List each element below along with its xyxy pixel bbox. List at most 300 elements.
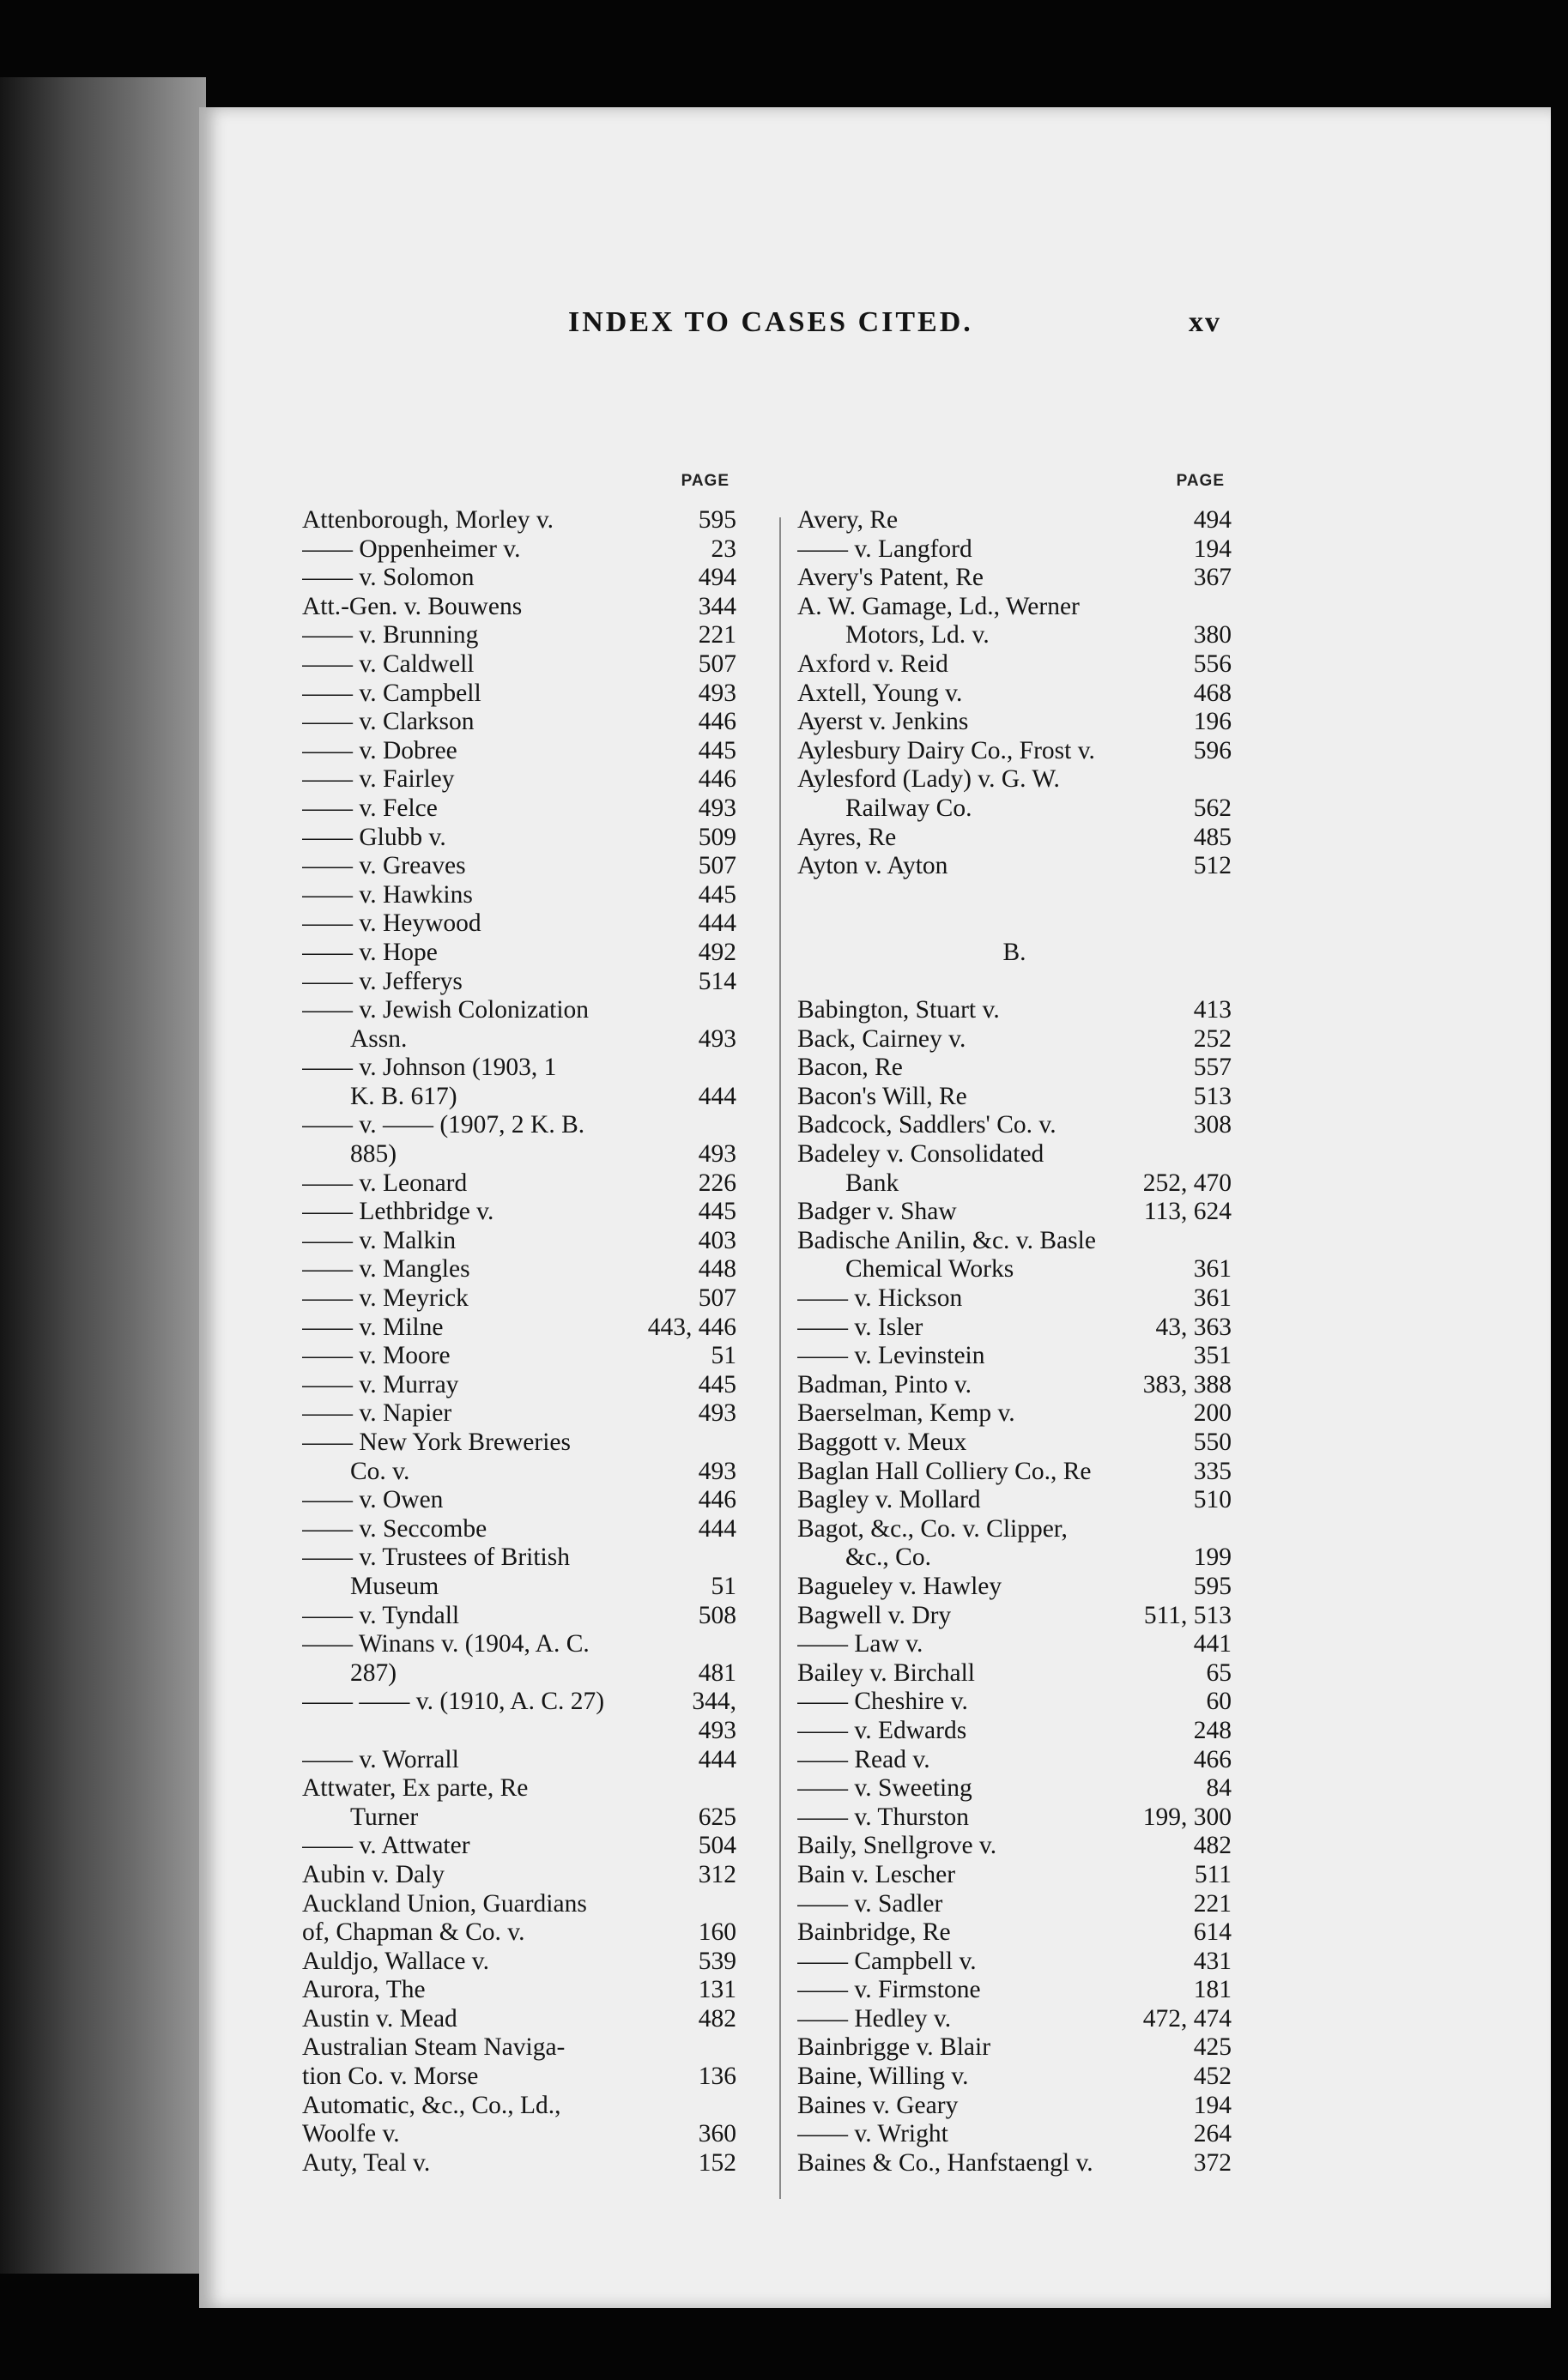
page-reference: 199 bbox=[1189, 1543, 1232, 1573]
page-reference: 335 bbox=[1189, 1458, 1232, 1487]
case-name: —— v. Heywood bbox=[302, 909, 481, 938]
index-entry bbox=[302, 1918, 736, 1948]
index-entry bbox=[797, 1832, 1232, 1861]
page-reference: 504 bbox=[693, 1832, 736, 1861]
case-name: Ayerst v. Jenkins bbox=[797, 708, 969, 736]
case-name: —— v. Fairley bbox=[302, 765, 455, 794]
case-name: Railway Co. bbox=[845, 794, 972, 822]
page-reference: 252 bbox=[1189, 1025, 1232, 1054]
page-reference: 468 bbox=[1189, 680, 1232, 709]
index-entry bbox=[797, 1054, 1232, 1083]
case-name: Baerselman, Kemp v. bbox=[797, 1399, 1015, 1428]
page-reference: 308 bbox=[1189, 1111, 1232, 1140]
case-name: Baily, Snellgrove v. bbox=[797, 1832, 997, 1860]
index-entry bbox=[302, 1025, 736, 1054]
index-entry bbox=[302, 1458, 736, 1487]
index-entry bbox=[797, 1342, 1232, 1371]
index-entry bbox=[302, 1602, 736, 1631]
page-reference: 43, 363 bbox=[1151, 1314, 1232, 1343]
case-name: Bainbrigge v. Blair bbox=[797, 2033, 991, 2062]
case-name: of, Chapman & Co. v. bbox=[302, 1918, 525, 1947]
index-entry bbox=[797, 1371, 1232, 1400]
page-reference: 493 bbox=[693, 1399, 736, 1429]
page-reference: 507 bbox=[693, 1284, 736, 1314]
page-reference: 513 bbox=[1189, 1083, 1232, 1112]
index-entry bbox=[797, 650, 1232, 680]
index-entry bbox=[302, 1255, 736, 1284]
index-entry bbox=[302, 2005, 736, 2034]
case-name: Turner bbox=[350, 1803, 419, 1831]
page-reference: 507 bbox=[693, 650, 736, 680]
case-name: Axford v. Reid bbox=[797, 649, 948, 678]
index-entry bbox=[797, 881, 1232, 910]
index-entry bbox=[302, 1976, 736, 2005]
index-entry bbox=[302, 996, 736, 1025]
index-entry bbox=[797, 1255, 1232, 1284]
index-entry bbox=[797, 1948, 1232, 1977]
index-entry bbox=[797, 621, 1232, 650]
case-name: —— v. Edwards bbox=[797, 1716, 967, 1744]
case-name: Bainbridge, Re bbox=[797, 1918, 951, 1947]
case-name: Bagot, &c., Co. v. Clipper, bbox=[797, 1514, 1068, 1543]
case-name: —— v. Brunning bbox=[302, 621, 479, 649]
page-reference: 221 bbox=[693, 621, 736, 650]
section-letter: B. bbox=[1002, 938, 1026, 966]
index-entry bbox=[797, 1198, 1232, 1227]
case-name: Chemical Works bbox=[845, 1255, 1014, 1284]
case-name: Badeley v. Consolidated bbox=[797, 1140, 1044, 1169]
case-name: —— v. Tyndall bbox=[302, 1601, 460, 1629]
page-reference: 344, bbox=[687, 1688, 736, 1717]
case-name: 885) bbox=[350, 1140, 397, 1169]
index-entry bbox=[302, 909, 736, 939]
case-name: Attwater, Ex parte, Re bbox=[302, 1774, 529, 1803]
case-name: —— Campbell v. bbox=[797, 1947, 977, 1975]
index-entry bbox=[302, 1861, 736, 1890]
page-reference: 65 bbox=[1202, 1659, 1232, 1688]
case-name: Australian Steam Naviga- bbox=[302, 2033, 566, 2062]
index-entry bbox=[797, 765, 1232, 794]
index-entry bbox=[302, 1832, 736, 1861]
book-page bbox=[199, 107, 1551, 2308]
case-name: —— v. Levinstein bbox=[797, 1342, 985, 1370]
page-reference: 194 bbox=[1189, 2092, 1232, 2121]
index-entry bbox=[797, 2092, 1232, 2121]
page-column-label: PAGE bbox=[681, 472, 730, 490]
page-column-label: PAGE bbox=[1176, 472, 1225, 490]
index-entry bbox=[797, 1688, 1232, 1717]
case-name: —— v. Leonard bbox=[302, 1169, 468, 1197]
case-name: Auty, Teal v. bbox=[302, 2148, 431, 2177]
page-header bbox=[199, 306, 1551, 358]
page-reference: 482 bbox=[1189, 1832, 1232, 1861]
case-name: —— v. Sadler bbox=[797, 1889, 943, 1918]
page-reference: 614 bbox=[1189, 1918, 1232, 1948]
case-name: 287) bbox=[350, 1658, 397, 1687]
index-entry bbox=[302, 1948, 736, 1977]
page-reference: 444 bbox=[693, 1746, 736, 1775]
page-reference: 196 bbox=[1189, 708, 1232, 737]
index-entry bbox=[797, 1429, 1232, 1458]
index-entry bbox=[302, 1486, 736, 1515]
index-entry bbox=[302, 881, 736, 910]
index-entry bbox=[302, 1890, 736, 1919]
page-reference: 181 bbox=[1189, 1976, 1232, 2005]
index-entry bbox=[302, 2120, 736, 2149]
case-name: —— v. Hope bbox=[302, 938, 438, 966]
case-name: Bagwell v. Dry bbox=[797, 1601, 952, 1629]
case-name: —— v. Jefferys bbox=[302, 967, 463, 995]
page-reference: 512 bbox=[1189, 852, 1232, 881]
case-name: —— v. Meyrick bbox=[302, 1284, 469, 1313]
index-entry bbox=[797, 1025, 1232, 1054]
index-entry bbox=[797, 1630, 1232, 1659]
page-reference: 446 bbox=[693, 765, 736, 794]
index-entry bbox=[302, 1543, 736, 1573]
page-number: xv bbox=[1189, 306, 1221, 338]
page-reference: 493 bbox=[693, 680, 736, 709]
index-entry bbox=[302, 1198, 736, 1227]
case-name: Badcock, Saddlers' Co. v. bbox=[797, 1111, 1056, 1139]
case-name: K. B. 617) bbox=[350, 1082, 457, 1110]
index-entry bbox=[797, 1918, 1232, 1948]
index-entry bbox=[797, 2063, 1232, 2092]
case-name: Avery, Re bbox=[797, 506, 899, 534]
page-reference: 511, 513 bbox=[1139, 1602, 1232, 1631]
case-name: Bacon, Re bbox=[797, 1054, 903, 1082]
case-name: Bank bbox=[845, 1169, 899, 1197]
page-reference: 444 bbox=[693, 1515, 736, 1544]
index-entry bbox=[797, 680, 1232, 709]
page-reference: 84 bbox=[1202, 1774, 1232, 1803]
case-name: —— Cheshire v. bbox=[797, 1688, 968, 1716]
page-reference: 595 bbox=[693, 506, 736, 535]
index-entry bbox=[302, 1429, 736, 1458]
scan-background-edge bbox=[0, 77, 206, 2274]
page-reference: 485 bbox=[1189, 824, 1232, 853]
index-column-left bbox=[302, 472, 736, 2178]
index-entry bbox=[302, 1803, 736, 1833]
index-entry bbox=[797, 1399, 1232, 1429]
index-entry bbox=[302, 852, 736, 881]
page-reference: 344 bbox=[693, 593, 736, 622]
case-name: Badman, Pinto v. bbox=[797, 1370, 972, 1398]
page-reference: 264 bbox=[1189, 2120, 1232, 2149]
page-reference: 452 bbox=[1189, 2063, 1232, 2092]
index-entry bbox=[302, 1140, 736, 1169]
index-entry bbox=[797, 1602, 1232, 1631]
index-entry bbox=[797, 737, 1232, 766]
page-reference: 351 bbox=[1189, 1342, 1232, 1371]
page-reference: 136 bbox=[693, 2063, 736, 2092]
page-reference: 131 bbox=[693, 1976, 736, 2005]
case-name: —— Lethbridge v. bbox=[302, 1198, 494, 1226]
index-entry bbox=[797, 1890, 1232, 1919]
index-entry bbox=[302, 1630, 736, 1659]
case-name: —— Oppenheimer v. bbox=[302, 535, 521, 563]
index-entry bbox=[302, 1774, 736, 1803]
index-entry bbox=[797, 1659, 1232, 1688]
index-entry bbox=[302, 1111, 736, 1140]
index-entry bbox=[302, 1515, 736, 1544]
index-entry bbox=[302, 1314, 736, 1343]
case-name: Baines v. Geary bbox=[797, 2091, 959, 2119]
page-reference: 595 bbox=[1189, 1573, 1232, 1602]
page-reference: 493 bbox=[693, 1140, 736, 1169]
case-name: A. W. Gamage, Ld., Werner bbox=[797, 592, 1080, 620]
index-entry bbox=[302, 737, 736, 766]
index-entry bbox=[797, 1169, 1232, 1199]
page-reference: 372 bbox=[1189, 2149, 1232, 2178]
page-reference: 60 bbox=[1202, 1688, 1232, 1717]
case-name: —— v. Clarkson bbox=[302, 708, 475, 736]
case-name: —— Hedley v. bbox=[797, 2004, 952, 2033]
index-entry bbox=[797, 794, 1232, 824]
index-entry bbox=[797, 1083, 1232, 1112]
case-name: —— v. Milne bbox=[302, 1313, 444, 1341]
case-name: —— v. Firmstone bbox=[797, 1976, 981, 2004]
index-column-right bbox=[797, 472, 1232, 2178]
page-reference: 493 bbox=[693, 1717, 736, 1746]
case-name: Bailey v. Birchall bbox=[797, 1658, 975, 1687]
index-entry bbox=[797, 996, 1232, 1025]
case-name: —— v. Caldwell bbox=[302, 649, 475, 678]
index-entry bbox=[797, 1515, 1232, 1544]
case-name: Baines & Co., Hanfstaengl v. bbox=[797, 2148, 1093, 2177]
page-reference: 152 bbox=[693, 2149, 736, 2178]
page-reference: 194 bbox=[1189, 535, 1232, 565]
case-name: Back, Cairney v. bbox=[797, 1024, 966, 1053]
case-name: —— Law v. bbox=[797, 1630, 923, 1658]
index-entry bbox=[797, 1976, 1232, 2005]
case-name: Bain v. Lescher bbox=[797, 1860, 956, 1888]
page-reference: 425 bbox=[1189, 2033, 1232, 2063]
running-title: INDEX TO CASES CITED. bbox=[568, 306, 973, 338]
page-reference: 383, 388 bbox=[1138, 1371, 1232, 1400]
case-name: Assn. bbox=[350, 1024, 408, 1053]
index-entry bbox=[797, 909, 1232, 939]
case-name: —— v. Dobree bbox=[302, 736, 457, 764]
index-entry bbox=[302, 621, 736, 650]
page-reference: 51 bbox=[706, 1573, 737, 1602]
index-entry bbox=[302, 593, 736, 622]
page-reference: 466 bbox=[1189, 1746, 1232, 1775]
case-name: Bacon's Will, Re bbox=[797, 1082, 967, 1110]
index-entry bbox=[797, 852, 1232, 881]
page-reference: 510 bbox=[1189, 1486, 1232, 1515]
case-name: Auldjo, Wallace v. bbox=[302, 1947, 489, 1975]
page-reference: 445 bbox=[693, 737, 736, 766]
case-name: Baine, Willing v. bbox=[797, 2063, 969, 2091]
case-name: —— v. Greaves bbox=[302, 852, 466, 880]
page-reference: 367 bbox=[1189, 564, 1232, 593]
page-reference: 482 bbox=[693, 2005, 736, 2034]
page-reference: 252, 470 bbox=[1138, 1169, 1232, 1199]
page-reference: 445 bbox=[693, 881, 736, 910]
index-entry bbox=[797, 1111, 1232, 1140]
page-reference: 494 bbox=[1189, 506, 1232, 535]
case-name: —— v. —— (1907, 2 K. B. bbox=[302, 1111, 585, 1139]
page-reference: 562 bbox=[1189, 794, 1232, 824]
case-name: Museum bbox=[350, 1572, 439, 1600]
case-name: Auckland Union, Guardians bbox=[302, 1889, 587, 1918]
case-name: Motors, Ld. v. bbox=[845, 621, 990, 649]
index-entry bbox=[302, 1342, 736, 1371]
index-entry bbox=[797, 708, 1232, 737]
case-name: —— v. Napier bbox=[302, 1399, 452, 1428]
page-reference: 596 bbox=[1189, 737, 1232, 766]
index-entry bbox=[797, 506, 1232, 535]
index-entry bbox=[797, 535, 1232, 565]
index-entry bbox=[302, 1399, 736, 1429]
page-reference: 380 bbox=[1189, 621, 1232, 650]
page-reference: 539 bbox=[693, 1948, 736, 1977]
case-name: Aurora, The bbox=[302, 1976, 426, 2004]
case-name: —— —— v. (1910, A. C. 27) bbox=[302, 1688, 605, 1716]
index-entry bbox=[302, 680, 736, 709]
index-entry bbox=[302, 708, 736, 737]
index-entry bbox=[797, 1486, 1232, 1515]
index-entry bbox=[302, 824, 736, 853]
page-reference: 160 bbox=[693, 1918, 736, 1948]
index-entry bbox=[302, 564, 736, 593]
index-entry bbox=[302, 939, 736, 968]
page-reference: 441 bbox=[1189, 1630, 1232, 1659]
index-entry bbox=[797, 1284, 1232, 1314]
case-name: —— v. Owen bbox=[302, 1486, 444, 1514]
page-reference: 508 bbox=[693, 1602, 736, 1631]
page-reference: 444 bbox=[693, 909, 736, 939]
case-name: —— v. Hickson bbox=[797, 1284, 963, 1313]
index-entry bbox=[797, 824, 1232, 853]
case-name: Bagueley v. Hawley bbox=[797, 1572, 1002, 1600]
page-reference: 493 bbox=[693, 1458, 736, 1487]
case-name: —— v. Isler bbox=[797, 1313, 923, 1341]
case-name: Axtell, Young v. bbox=[797, 679, 963, 707]
case-name: —— v. Malkin bbox=[302, 1226, 457, 1254]
case-name: Attenborough, Morley v. bbox=[302, 506, 554, 534]
page-reference: 361 bbox=[1189, 1284, 1232, 1314]
page-reference: 509 bbox=[693, 824, 736, 853]
index-entry bbox=[797, 1227, 1232, 1256]
index-entry bbox=[302, 1227, 736, 1256]
index-entry bbox=[302, 2033, 736, 2063]
case-name: —— v. Worrall bbox=[302, 1745, 459, 1773]
case-name: —— v. Campbell bbox=[302, 679, 481, 707]
page-reference: 493 bbox=[693, 794, 736, 824]
column-divider bbox=[779, 517, 781, 2199]
page-reference: 448 bbox=[693, 1255, 736, 1284]
index-entry bbox=[302, 2063, 736, 2092]
page-reference: 511 bbox=[1190, 1861, 1232, 1890]
index-entry bbox=[797, 1746, 1232, 1775]
section-letter-heading bbox=[797, 939, 1232, 968]
page-reference: 507 bbox=[693, 852, 736, 881]
index-entry bbox=[302, 2149, 736, 2178]
page-reference: 361 bbox=[1189, 1255, 1232, 1284]
index-entry bbox=[302, 1083, 736, 1112]
page-reference: 514 bbox=[693, 968, 736, 997]
index-entry bbox=[302, 765, 736, 794]
page-reference: 360 bbox=[693, 2120, 736, 2149]
case-name: —— Read v. bbox=[797, 1745, 930, 1773]
index-entry bbox=[797, 2149, 1232, 2178]
case-name: —— v. Wright bbox=[797, 2120, 948, 2148]
page-reference: 446 bbox=[693, 708, 736, 737]
index-entry bbox=[797, 1803, 1232, 1833]
page-reference: 550 bbox=[1189, 1429, 1232, 1458]
page-reference: 444 bbox=[693, 1083, 736, 1112]
case-name: Woolfe v. bbox=[302, 2120, 400, 2148]
case-name: Badische Anilin, &c. v. Basle bbox=[797, 1226, 1096, 1254]
case-name: Co. v. bbox=[350, 1457, 410, 1485]
index-entry bbox=[302, 1688, 736, 1717]
case-name: —— v. Thurston bbox=[797, 1803, 969, 1831]
index-entry bbox=[797, 1774, 1232, 1803]
page-reference: 413 bbox=[1189, 996, 1232, 1025]
case-name: —— Winans v. (1904, A. C. bbox=[302, 1630, 590, 1658]
page-reference: 494 bbox=[693, 564, 736, 593]
index-entry bbox=[797, 968, 1232, 997]
case-name: Bagley v. Mollard bbox=[797, 1486, 981, 1514]
index-entry bbox=[797, 2033, 1232, 2063]
page-reference: 472, 474 bbox=[1138, 2005, 1232, 2034]
case-name: —— v. Hawkins bbox=[302, 880, 473, 909]
page-reference: 445 bbox=[693, 1198, 736, 1227]
case-name: Austin v. Mead bbox=[302, 2004, 457, 2033]
case-name: Baglan Hall Colliery Co., Re bbox=[797, 1457, 1092, 1485]
case-name: Aubin v. Daly bbox=[302, 1860, 445, 1888]
case-name: —— v. Trustees of British bbox=[302, 1543, 570, 1572]
case-name: Avery's Patent, Re bbox=[797, 564, 984, 592]
case-name: —— v. Langford bbox=[797, 535, 972, 563]
case-name: —— v. Attwater bbox=[302, 1832, 470, 1860]
index-entry bbox=[797, 1458, 1232, 1487]
page-reference: 23 bbox=[706, 535, 737, 565]
case-name: &c., Co. bbox=[845, 1543, 931, 1572]
index-entry bbox=[797, 2005, 1232, 2034]
page-reference: 493 bbox=[693, 1025, 736, 1054]
case-name: tion Co. v. Morse bbox=[302, 2063, 479, 2091]
index-entry bbox=[302, 650, 736, 680]
page-reference: 443, 446 bbox=[643, 1314, 736, 1343]
index-entry bbox=[302, 1717, 736, 1746]
index-entry bbox=[797, 564, 1232, 593]
page-reference: 200 bbox=[1189, 1399, 1232, 1429]
case-name: Ayton v. Ayton bbox=[797, 852, 948, 880]
page-reference: 226 bbox=[693, 1169, 736, 1199]
index-entry bbox=[302, 1371, 736, 1400]
case-name: Ayres, Re bbox=[797, 823, 897, 851]
index-entry bbox=[797, 1861, 1232, 1890]
page-reference: 403 bbox=[693, 1227, 736, 1256]
page-reference: 556 bbox=[1189, 650, 1232, 680]
page-reference: 625 bbox=[693, 1803, 736, 1833]
case-name: —— v. Murray bbox=[302, 1370, 459, 1398]
case-name: —— v. Solomon bbox=[302, 564, 475, 592]
case-name: Babington, Stuart v. bbox=[797, 996, 1000, 1024]
index-entry bbox=[797, 1717, 1232, 1746]
page-reference: 113, 624 bbox=[1139, 1198, 1232, 1227]
page-reference: 221 bbox=[1189, 1890, 1232, 1919]
index-entry bbox=[302, 1054, 736, 1083]
page-reference: 557 bbox=[1189, 1054, 1232, 1083]
index-entry bbox=[302, 1169, 736, 1199]
case-name: —— v. Jewish Colonization bbox=[302, 996, 590, 1024]
index-entry bbox=[302, 968, 736, 997]
case-name: —— v. Mangles bbox=[302, 1255, 470, 1284]
case-name: —— New York Breweries bbox=[302, 1429, 571, 1456]
